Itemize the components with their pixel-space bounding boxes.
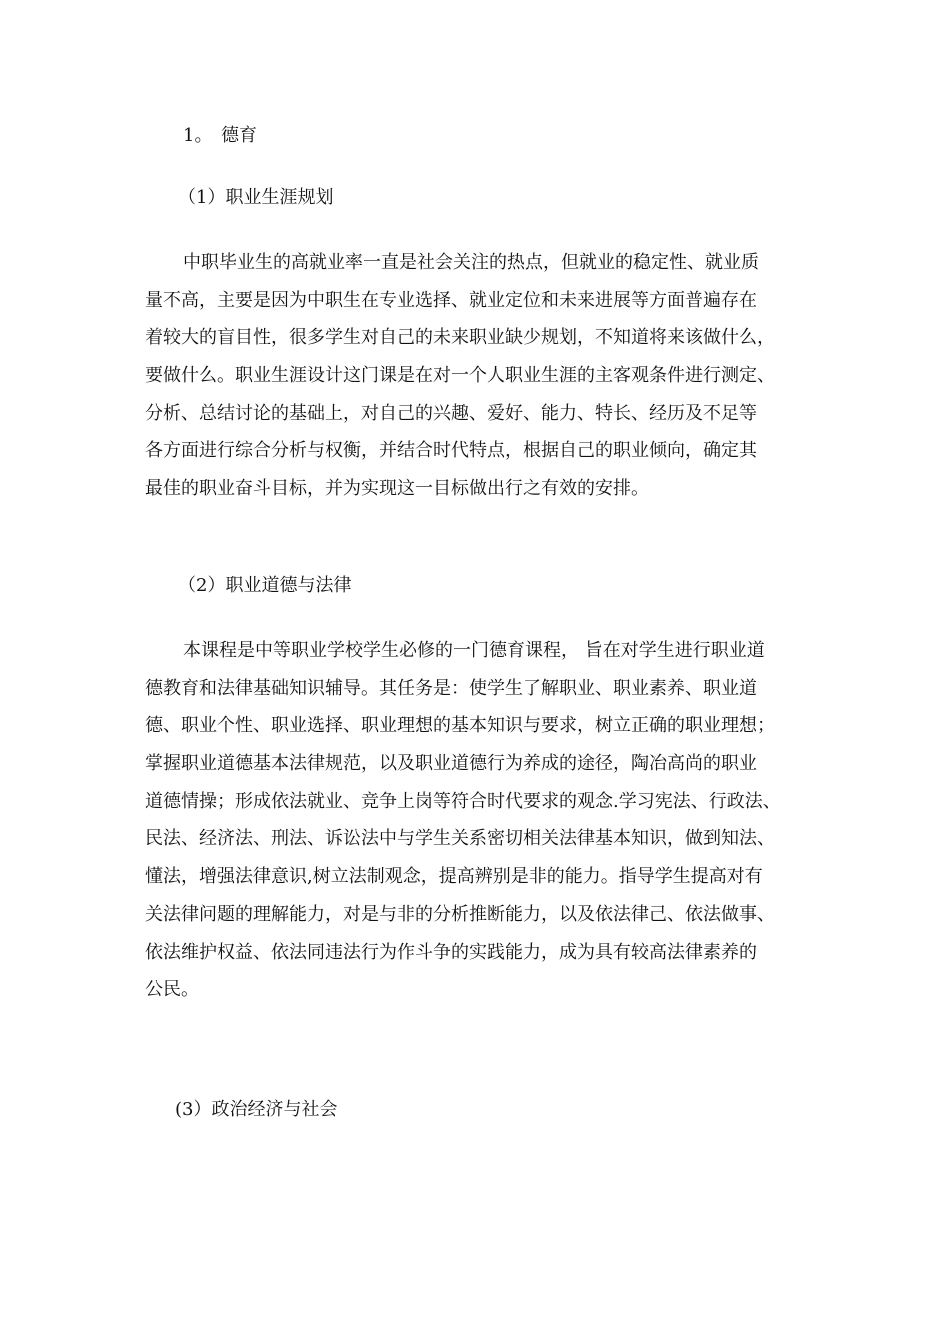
paragraph-ethics-and-law — [145, 632, 825, 1009]
paragraph-line: 要做什么。职业生涯设计这门课是在对一个人职业生涯的主客观条件进行测定、 — [145, 365, 775, 387]
section-number: 1。 — [183, 125, 213, 146]
paragraph-line: 公民。 — [145, 979, 199, 1001]
paragraph-line: 各方面进行综合分析与权衡，并结合时代特点，根据自己的职业倾向，确定其 — [145, 440, 757, 462]
paragraph-line: 最佳的职业奋斗目标，并为实现这一目标做出行之有效的安排。 — [145, 478, 649, 500]
paragraph-line: 民法、经济法、刑法、诉讼法中与学生关系密切相关法律基本知识，做到知法、 — [145, 828, 775, 850]
subsection-heading-ethics-and-law: （2）职业道德与法律 — [178, 575, 352, 596]
paragraph-line: 关法律问题的理解能力，对是与非的分析推断能力，以及依法律己、依法做事、 — [145, 903, 775, 925]
section-title: 德育 — [221, 125, 257, 146]
paragraph-line: 本课程是中等职业学校学生必修的一门德育课程， 旨在对学生进行职业道 — [183, 640, 765, 661]
paragraph-career-planning — [145, 244, 825, 508]
section-heading — [183, 124, 257, 148]
paragraph-line: 德教育和法律基础知识辅导。其任务是：使学生了解职业、职业素养、职业道 — [145, 677, 757, 699]
subsection-heading-politics-economy-society: (3）政治经济与社会 — [175, 1099, 338, 1120]
paragraph-line: 懂法，增强法律意识,树立法制观念，提高辨别是非的能力。指导学生提高对有 — [145, 866, 763, 888]
paragraph-line: 量不高，主要是因为中职生在专业选择、就业定位和未来进展等方面普遍存在 — [145, 289, 757, 311]
paragraph-line: 道德情操；形成依法就业、竞争上岗等符合时代要求的观念.学习宪法、行政法、 — [145, 790, 781, 812]
subsection-heading-career-planning: （1）职业生涯规划 — [178, 187, 334, 208]
paragraph-line: 着较大的盲目性，很多学生对自己的未来职业缺少规划，不知道将来该做什么， — [145, 327, 775, 349]
paragraph-line: 依法维护权益、依法同违法行为作斗争的实践能力，成为具有较高法律素养的 — [145, 941, 757, 963]
paragraph-line: 德、职业个性、职业选择、职业理想的基本知识与要求，树立正确的职业理想； — [145, 715, 775, 737]
paragraph-line: 掌握职业道德基本法律规范，以及职业道德行为养成的途径，陶冶高尚的职业 — [145, 753, 757, 775]
paragraph-line: 分析、总结讨论的基础上，对自己的兴趣、爱好、能力、特长、经历及不足等 — [145, 402, 757, 424]
paragraph-line: 中职毕业生的高就业率一直是社会关注的热点，但就业的稳定性、就业质 — [183, 252, 759, 273]
